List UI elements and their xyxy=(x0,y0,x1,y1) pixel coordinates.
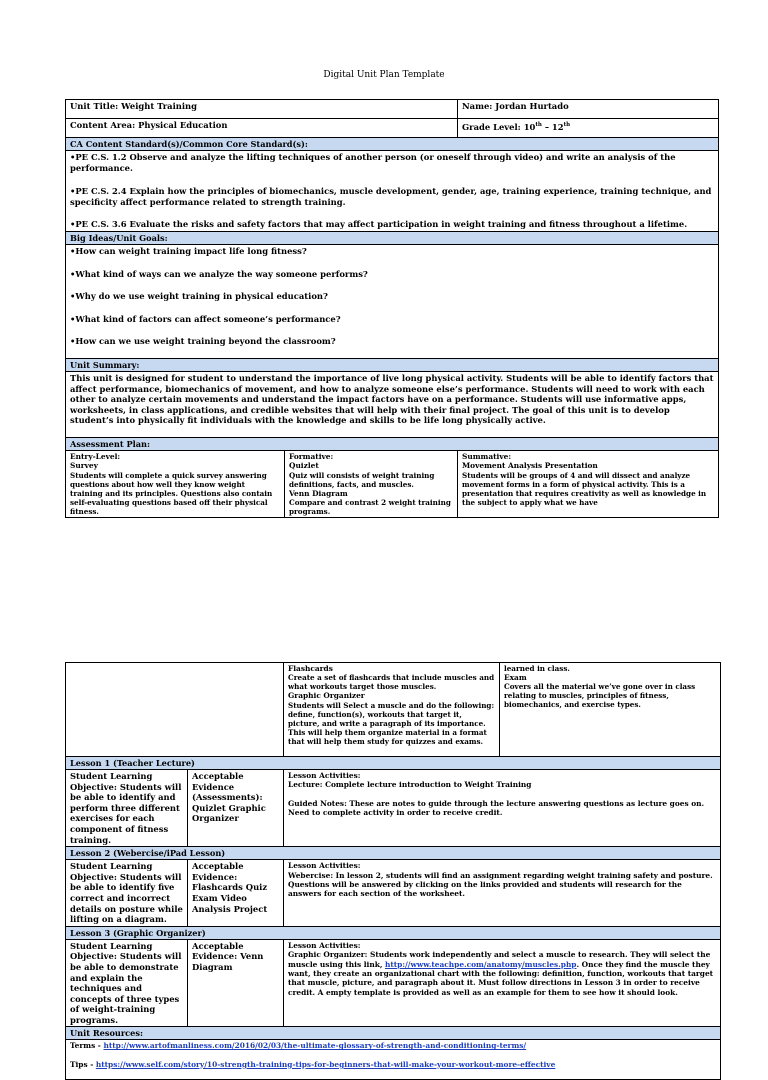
assessment-desc: Students will complete a quick survey answering questions about how well they know weight training and its principles. Questions also contain self-evaluating questions based off their physical fitness. xyxy=(70,470,273,516)
assessment-desc: Covers all the material we’ve gone over in class relating to muscles, principles of fitness, biomechanics, and exercise types. xyxy=(504,682,696,710)
lesson-2-objective: Student Learning Objective: Students will be able to identify five correct and incorrect details on posture while lifting on a diagram. xyxy=(66,860,188,927)
doc-title: Digital Unit Plan Template xyxy=(323,70,445,80)
assessment-desc: Students will Select a muscle and do the following: define, function(s), workouts that target it, picture, and write a paragraph of its importance. This will help them organize material in a format that will help them study for quizzes and exams. xyxy=(288,700,495,746)
unit-plan-table-page1 xyxy=(65,99,719,518)
tips-link[interactable]: https://www.self.com/story/10-strength-training-tips-for-beginners-that-will-make-your-workout-more-effective xyxy=(95,1059,556,1069)
assessment-item: Exam xyxy=(504,673,527,682)
unit-summary: This unit is designed for student to understand the importance of live long physical activity. Students will be able to identify factors that affect performance, biomechanics of movement, and how to analyze someone else’s performance. Students will need to work with each other to analyze certain movements and understand the impact factors have on a performance. Students will use informative apps, worksheets, in class applications, and credible websites that will help with their final project. The goal of this unit is to develop student’s into physically fit individuals with the knowledge and skills to be life long physically active. xyxy=(66,371,719,437)
standard-item: •PE C.S. 3.6 Evaluate the risks and safety factors that may affect participation in weight training and fitness throughout a lifetime. xyxy=(70,219,688,230)
activity-item: Graphic Organizer: Students work independently and select a muscle to research. They will select the muscle using this link, http://www.teachpe.com/anatomy/muscles.php. Once they find the muscle they want, they create an organizational chart with the following: definition, function, workouts that target that muscle, picture, and paragraph about it. Must follow directions in Lesson 3 in order to receive credit. A empty template is provided as well as an example for them to see how it should look. xyxy=(288,950,714,997)
big-idea-item: •What kind of ways can we analyze the way someone performs? xyxy=(70,268,368,279)
activities-label: Lesson Activities: xyxy=(288,771,361,780)
entry-level-cont xyxy=(66,663,284,757)
resources-list xyxy=(66,1040,721,1080)
activities-label: Lesson Activities: xyxy=(288,861,361,871)
assessment-item: Venn Diagram xyxy=(289,488,348,498)
activity-item: Guided Notes: These are notes to guide through the lecture answering questions as lecture goes on. Need to complete activity in order to receive credit. xyxy=(288,798,705,818)
content-area: Content Area: Physical Education xyxy=(66,119,458,138)
lesson-1-objective: Student Learning Objective: Students will be able to identify and perform three different exercises for each component of fitness training. xyxy=(66,770,188,847)
unit-plan-table-page2 xyxy=(65,662,721,1080)
assessment-title: Summative: xyxy=(462,451,512,461)
big-idea-item: •How can we use weight training beyond the classroom? xyxy=(70,336,336,347)
assessment-desc: learned in class. xyxy=(504,664,570,673)
assessment-title: Entry-Level: xyxy=(70,451,121,461)
assessment-item: Survey xyxy=(70,461,98,471)
activities-label: Lesson Activities: xyxy=(288,940,361,950)
lesson-1-header: Lesson 1 (Teacher Lecture) xyxy=(66,757,721,770)
lesson-3-activities xyxy=(284,939,721,1027)
standards-header: CA Content Standard(s)/Common Core Standard(s): xyxy=(66,138,719,151)
resource-item: Terms - http://www.artofmanliness.com/2016/02/03/the-ultimate-glossary-of-strength-and-conditioning-terms/ xyxy=(70,1041,527,1051)
formative-assessment xyxy=(285,450,458,517)
assessment-desc: Create a set of flashcards that include muscles and what workouts target those muscles. xyxy=(288,673,495,692)
big-idea-item: •How can weight training impact life long fitness? xyxy=(70,245,307,256)
formative-cont xyxy=(284,663,500,757)
big-ideas-list xyxy=(66,244,719,358)
assessment-desc: Students will be groups of 4 and will dissect and analyze movement forms in a form of physical activity. This is a presentation that requires creativity as well as knowledge in the subject to apply what we have xyxy=(462,470,707,507)
standard-item: •PE C.S. 1.2 Observe and analyze the lifting techniques of another person (or oneself through video) and write an analysis of the performance. xyxy=(70,152,676,173)
lesson-3-objective: Student Learning Objective: Students will be able to demonstrate and explain the techniques and concepts of three types of weight-training programs. xyxy=(66,939,188,1027)
assessment-desc: Compare and contrast 2 weight training programs. xyxy=(289,498,451,517)
resource-item: Tips - https://www.self.com/story/10-strength-training-tips-for-beginners-that-will-make-your-workout-more-effective xyxy=(70,1059,556,1069)
unit-title: Unit Title: Weight Training xyxy=(66,100,458,119)
lesson-1-evidence: Acceptable Evidence (Assessments): Quizlet Graphic Organizer xyxy=(188,770,284,847)
big-ideas-header: Big Ideas/Unit Goals: xyxy=(66,231,719,244)
summative-assessment xyxy=(458,450,719,517)
resources-header: Unit Resources: xyxy=(66,1027,721,1040)
lesson-2-evidence: Acceptable Evidence: Flashcards Quiz Exam Video Analysis Project xyxy=(188,860,284,927)
activity-item: Lecture: Complete lecture introduction to Weight Training xyxy=(288,780,532,790)
assessment-item: Movement Analysis Presentation xyxy=(462,461,598,471)
summative-cont xyxy=(500,663,721,757)
standard-item: •PE C.S. 2.4 Explain how the principles of biomechanics, muscle development, gender, age, training experience, training technique, and specificity affect performance related to strength training. xyxy=(70,186,712,207)
entry-level-assessment xyxy=(66,450,285,517)
lesson-3-header: Lesson 3 (Graphic Organizer) xyxy=(66,926,721,939)
summary-header: Unit Summary: xyxy=(66,358,719,371)
grade-level: Grade Level: 10th – 12th xyxy=(458,119,719,138)
assessment-title: Formative: xyxy=(289,451,334,461)
assessment-desc: Quiz will consists of weight training definitions, facts, and muscles. xyxy=(289,470,435,489)
lesson-3-evidence: Acceptable Evidence: Venn Diagram xyxy=(188,939,284,1027)
lesson-2-activities xyxy=(284,860,721,927)
big-idea-item: •What kind of factors can affect someone’s performance? xyxy=(70,313,341,324)
teachpe-link[interactable]: http://www.teachpe.com/anatomy/muscles.php xyxy=(384,959,577,969)
lesson-2-header: Lesson 2 (Webercise/iPad Lesson) xyxy=(66,847,721,860)
lesson-1-activities xyxy=(284,770,721,847)
assessment-item: Flashcards xyxy=(288,664,333,673)
author-name: Name: Jordan Hurtado xyxy=(458,100,719,119)
assessment-item: Quizlet xyxy=(289,461,319,471)
standards-list xyxy=(66,151,719,232)
assessment-item: Graphic Organizer xyxy=(288,691,365,701)
activity-item: Webercise: In lesson 2, students will find an assignment regarding weight training safety and posture. Questions will be answered by clicking on the links provided and students will research for the answers for each section of the worksheet. xyxy=(288,870,713,899)
terms-link[interactable]: http://www.artofmanliness.com/2016/02/03/the-ultimate-glossary-of-strength-and-conditioning-terms/ xyxy=(103,1041,527,1051)
assessment-header: Assessment Plan: xyxy=(66,437,719,450)
big-idea-item: •Why do we use weight training in physical education? xyxy=(70,291,328,302)
